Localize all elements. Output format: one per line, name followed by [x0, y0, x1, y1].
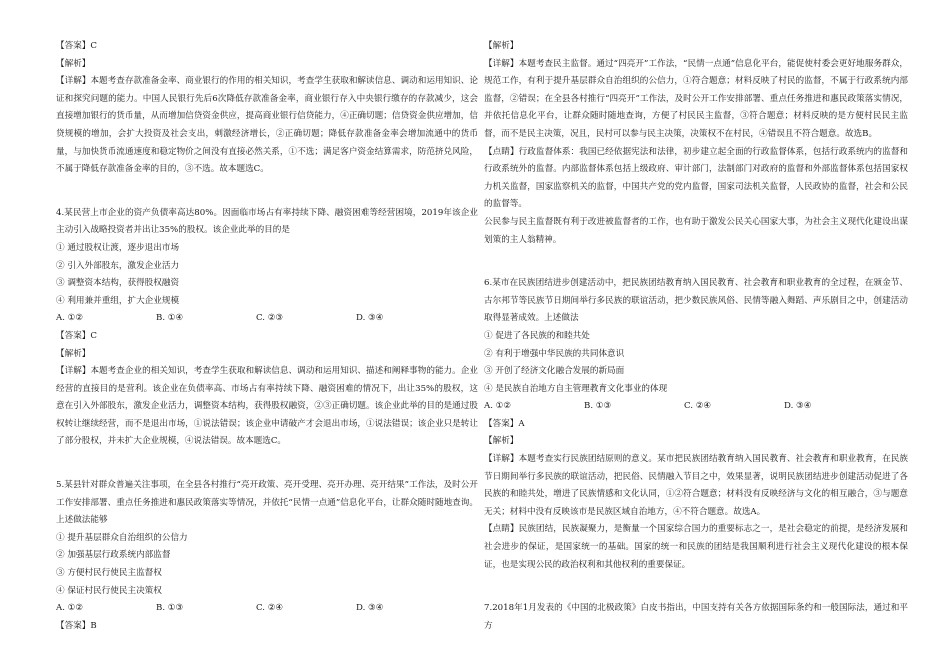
- q6-options: [484, 398, 908, 416]
- q5-options: [56, 600, 478, 618]
- q4-stem: 4.某民营上市企业的资产负债率高达80%。因面临市场占有率持续下降、融资困难等经营困境，2019年该企业主动引入战略投资者并出让35%的股权。该企业此举的目的是: [56, 207, 478, 236]
- q6-answer: 【答案】A: [484, 418, 525, 429]
- q5-item-1: ① 提升基层群众自治组织的公信力: [56, 532, 188, 543]
- q4-option-a: A. ①②: [56, 313, 84, 324]
- q5-item-2: ② 加强基层行政系统内部监督: [56, 550, 171, 561]
- q5-point: 【点睛】行政监督体系：我国已经依据宪法和法律，初步建立起全面的行政监督体系，包括行政系统内的监督和行政系统外的监督。内部监督体系包括上级政府、审计部门，法制部门对政府的监督和外部监督体系包括国家权力机关监督，国家监察机关的监督，中国共产党的党内监督，国家司法机关监督，人民政协的监督，社会和公民的监督等。: [484, 146, 908, 210]
- q5-answer: 【答案】B: [56, 620, 97, 631]
- q5-item-4: ④ 保证村民行使民主决策权: [56, 585, 162, 596]
- q5-item-3: ③ 方便村民行使民主监督权: [56, 568, 162, 579]
- q6-item-3: ③ 开创了经济文化融合发展的新局面: [484, 366, 625, 377]
- q3-detail: 【详解】本题考查存款准备金率、商业银行的作用的相关知识，考查学生获取和解读信息、调动和运用知识、论证和探究问题的能力。中国人民银行先后6次降低存款准备金率，商业银行存入中央银行缴存的存款减少，这会直接增加银行的货币量，从而增加信贷资金供应，提高商业银行信贷能力，④正确切题；信贷资金供应增加，信贷规模的增加，会扩大投资及社会支出，刺激经济增长，②正确切题；降低存款准备金率会增加流通中的货币量，与加快货币流通速度和稳定物价之间没有直接必然关系，①不选；满足客户资金结算需求，防范挤兑风险，不属于降低存款准备金率的目的，③不选。故本题选C。: [56, 76, 478, 175]
- q5-option-a: A. ①②: [56, 603, 84, 614]
- q5-detail: 【详解】本题考查民主监督。通过“四亮开”工作法，“民情一点通”信息化平台，能促使村委会更好地服务群众，规范工作，有利于提升基层群众自治组织的公信力，①符合题意；材料反映了村民的监督，不属于行政系统内部监督，②错误；在全县各村推行“四亮开”工作法，及时公开工作安排部署、重点任务推进和惠民政策落实情况，并依托信息化平台，让群众随时随地查询，方便了村民民主监督，③符合题意；材料反映的是方便村民民主监督，而不是民主决策，况且，民村可以参与民主决策，决策权不在村民，④错误且不符合题意。故选B。: [484, 58, 908, 139]
- q4-option-d: D. ③④: [356, 313, 384, 324]
- q3-analysis-label: 【解析】: [56, 58, 91, 69]
- q4-options: [56, 310, 478, 328]
- q5-extra: 公民参与民主监督既有利于改进被监督者的工作，也有助于激发公民关心国家大事，为社会主义现代化建设出谋划策的主人翁精神。: [484, 216, 908, 245]
- q4-item-4: ④ 利用兼并重组，扩大企业规模: [56, 295, 180, 306]
- q6-stem: 6.某市在民族团结进步创建活动中，把民族团结教育纳入国民教育、社会教育和职业教育的全过程，在颁金节、古尔邦节等民族节日期间举行多民族的联谊活动，把少数民族风俗、民情等融入舞蹈、声乐剧目之中，创建活动取得显著成效。上述做法: [484, 278, 908, 324]
- q6-item-2: ② 有利于增强中华民族的共同体意识: [484, 348, 625, 359]
- q6-detail: 【详解】本题考查实行民族团结原则的意义。某市把民族团结教育纳入国民教育、社会教育和职业教育，在民族节日期间举行多民族的联谊活动，把民俗、民情融入节目之中，效果显著，说明民族团结进步创建活动促进了各民族的和睦共处，增进了民族情感和文化认同，①②符合题意；材料没有反映经济与文化的相互融合，③与题意无关；材料中没有反映该市是民族区域自治地方，④不符合题意。故选A。: [484, 454, 908, 517]
- right-column: [484, 38, 908, 635]
- q6-point: 【点睛】民族团结，民族凝聚力，是衡量一个国家综合国力的重要标志之一，是社会稳定的前提，是经济发展和社会进步的保证，是国家统一的基础。国家的统一和民族的团结是我国顺利进行社会主义现代化建设的根本保证，也是实现公民的政治权利和其他权利的重要保证。: [484, 524, 908, 570]
- q5-option-d: D. ③④: [356, 603, 384, 614]
- q7-stem: 7.2018年1月发表的《中国的北极政策》白皮书指出，中国支持有关各方依据国际条约和一般国际法，通过和平方: [484, 603, 908, 631]
- q4-item-1: ① 通过股权让渡，逐步退出市场: [56, 242, 180, 253]
- q4-item-2: ② 引入外部股东，激发企业活力: [56, 260, 180, 271]
- q6-analysis-label: 【解析】: [484, 436, 519, 447]
- q6-option-b: B. ①③: [584, 401, 612, 412]
- q4-option-c: C. ②③: [256, 313, 284, 324]
- q4-option-b: B. ①④: [156, 313, 184, 324]
- left-column: [56, 38, 478, 635]
- q6-option-c: C. ②④: [684, 401, 712, 412]
- q5-option-c: C. ②④: [256, 603, 284, 614]
- q5-stem: 5.某县针对群众普遍关注事项，在全县各村推行“亮开政策、亮开受理、亮开办理、亮开结果”工作法，及时公开工作安排部署、重点任务推进和惠民政策落实等情况，并依托“民情一点通”信息化平台，让群众随时随地查询。上述做法能够: [56, 480, 478, 526]
- q5-analysis-label: 【解析】: [484, 41, 519, 51]
- q4-item-3: ③ 调整资本结构，获得股权融资: [56, 278, 180, 289]
- q5-option-b: B. ①③: [156, 603, 184, 614]
- q3-answer: 【答案】C: [56, 41, 97, 51]
- q4-analysis-label: 【解析】: [56, 348, 91, 359]
- q6-item-4: ④ 是民族自治地方自主管理教育文化事业的体现: [484, 383, 668, 394]
- q4-answer: 【答案】C: [56, 330, 97, 341]
- q4-detail: 【详解】本题考查企业的相关知识，考查学生获取和解读信息、调动和运用知识、描述和阐释事物的能力。企业经营的直接目的是营利。该企业在负债率高、市场占有率持续下降、融资困难的情况下，出让35%的股权，这意在引入外部股东，激发企业活力，调整资本结构，获得股权融资，②③正确切题。该企业此举的目的是通过股权转让继续经营，而不是退出市场，①说法错误；该企业申请破产才会退出市场，①说法错误；该企业只是转让了部分股权，并未扩大企业规模，④说法错误。故本题选C。: [56, 366, 478, 447]
- q6-option-d: D. ③④: [784, 401, 812, 412]
- q6-item-1: ① 促进了各民族的和睦共处: [484, 330, 590, 341]
- q6-option-a: A. ①②: [484, 401, 512, 412]
